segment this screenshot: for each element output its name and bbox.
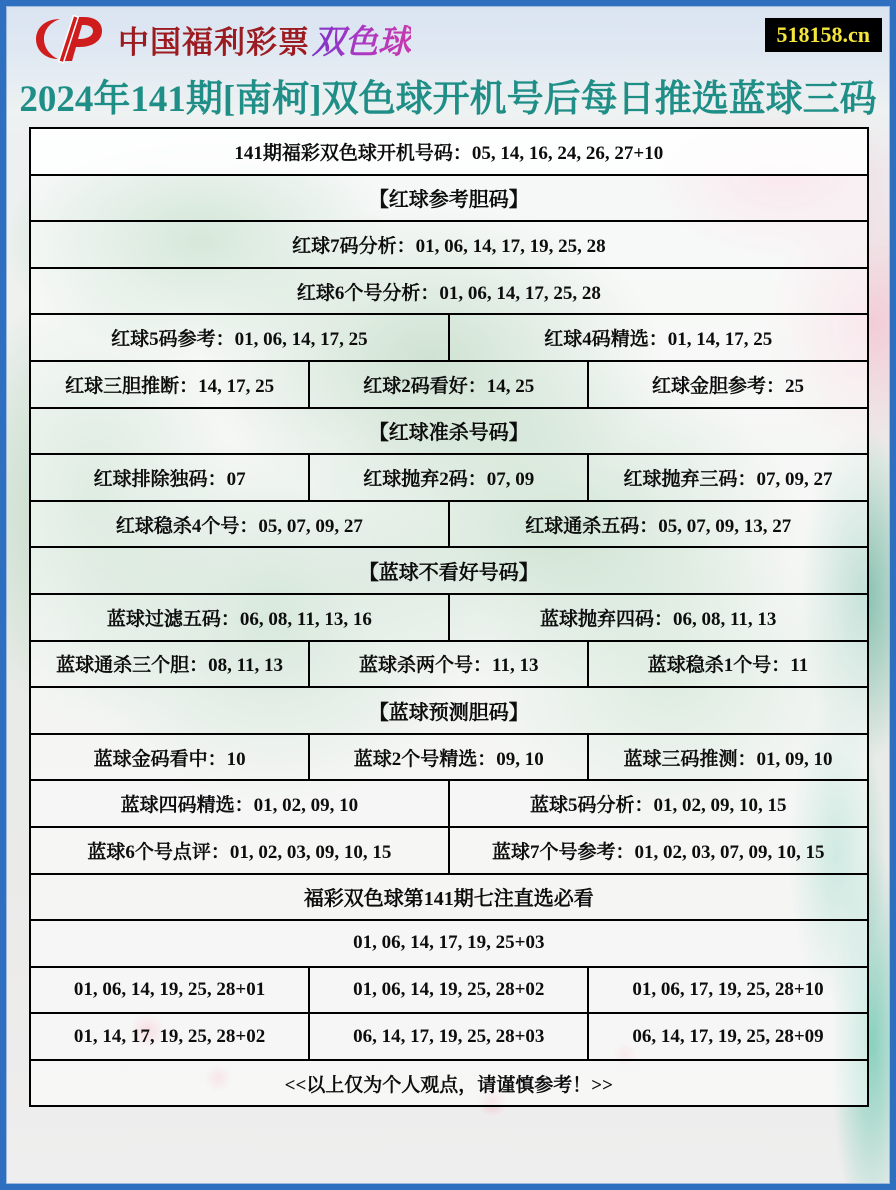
section-header-row [30, 175, 868, 222]
table-cell: 蓝球7个号参考：01, 02, 03, 07, 09, 10, 15 [449, 827, 868, 874]
section-header-row [30, 547, 868, 594]
table-cell: 蓝球稳杀1个号：11 [588, 641, 867, 688]
table-row [30, 268, 868, 315]
table-cell: 红球通杀五码：05, 07, 09, 13, 27 [449, 501, 868, 548]
table-cell: 蓝球三码推测：01, 09, 10 [588, 734, 867, 781]
table-cell: 01, 06, 14, 19, 25, 28+02 [309, 967, 588, 1014]
table-cell: 01, 14, 17, 19, 25, 28+02 [30, 1013, 309, 1060]
table-cell: 蓝球5码分析：01, 02, 09, 10, 15 [449, 780, 868, 827]
section-header-seven-picks: 福彩双色球第141期七注直选必看 [30, 874, 868, 921]
site-domain-badge[interactable]: 518158.cn [765, 18, 883, 52]
table-cell: 蓝球抛弃四码：06, 08, 11, 13 [449, 594, 868, 641]
table-row [30, 734, 868, 781]
section-header-blue-bad: 【蓝球不看好号码】 [30, 547, 868, 594]
table-cell: 蓝球过滤五码：06, 08, 11, 13, 16 [30, 594, 449, 641]
table-cell: 01, 06, 14, 17, 19, 25+03 [30, 920, 868, 967]
table-cell: 蓝球金码看中：10 [30, 734, 309, 781]
section-header-red-kill: 【红球准杀号码】 [30, 408, 868, 455]
table-row [30, 641, 868, 688]
table-cell: 红球7码分析：01, 06, 14, 17, 19, 25, 28 [30, 221, 868, 268]
table-row [30, 501, 868, 548]
table-row [30, 454, 868, 501]
table-cell: 蓝球通杀三个胆：08, 11, 13 [30, 641, 309, 688]
section-header-row [30, 687, 868, 734]
table-row [30, 314, 868, 361]
table-cell: 蓝球6个号点评：01, 02, 03, 09, 10, 15 [30, 827, 449, 874]
table-row [30, 827, 868, 874]
table-cell: 红球6个号分析：01, 06, 14, 17, 25, 28 [30, 268, 868, 315]
table-row [30, 780, 868, 827]
table-row [30, 920, 868, 967]
table-cell: 红球5码参考：01, 06, 14, 17, 25 [30, 314, 449, 361]
disclaimer-cell: <<以上仅为个人观点，请谨慎参考！>> [30, 1060, 868, 1107]
table-cell: 红球抛弃三码：07, 09, 27 [588, 454, 867, 501]
table-cell: 01, 06, 14, 19, 25, 28+01 [30, 967, 309, 1014]
table-cell: 06, 14, 17, 19, 25, 28+03 [309, 1013, 588, 1060]
prediction-table [29, 127, 869, 1107]
table-row [30, 128, 868, 175]
table-row [30, 967, 868, 1014]
table-cell: 红球稳杀4个号：05, 07, 09, 27 [30, 501, 449, 548]
table-cell: 红球4码精选：01, 14, 17, 25 [449, 314, 868, 361]
table-cell: 06, 14, 17, 19, 25, 28+09 [588, 1013, 867, 1060]
table-cell: 蓝球四码精选：01, 02, 09, 10 [30, 780, 449, 827]
logo-org-text: 中国福利彩票 [118, 24, 310, 60]
table-cell: 红球排除独码：07 [30, 454, 309, 501]
table-row [30, 1013, 868, 1060]
page-title: 2024年141期[南柯]双色球开机号后每日推选蓝球三码 [19, 79, 877, 120]
logo-brand-text: 双色球 [312, 16, 411, 63]
table-cell: 红球三胆推断：14, 17, 25 [30, 361, 309, 408]
site-header [30, 10, 411, 68]
table-row [30, 1060, 868, 1107]
section-header-row [30, 874, 868, 921]
section-header-row [30, 408, 868, 455]
table-cell: 红球金胆参考：25 [588, 361, 867, 408]
china-welfare-lottery-logo-icon [30, 11, 110, 67]
table-cell-open-numbers: 141期福彩双色球开机号码：05, 14, 16, 24, 26, 27+10 [30, 128, 868, 175]
section-header-red-dan: 【红球参考胆码】 [30, 175, 868, 222]
table-row [30, 594, 868, 641]
table-row [30, 221, 868, 268]
table-cell: 01, 06, 17, 19, 25, 28+10 [588, 967, 867, 1014]
section-header-blue-dan: 【蓝球预测胆码】 [30, 687, 868, 734]
table-row [30, 361, 868, 408]
table-cell: 红球2码看好：14, 25 [309, 361, 588, 408]
table-cell: 红球抛弃2码：07, 09 [309, 454, 588, 501]
table-cell: 蓝球杀两个号：11, 13 [309, 641, 588, 688]
table-cell: 蓝球2个号精选：09, 10 [309, 734, 588, 781]
